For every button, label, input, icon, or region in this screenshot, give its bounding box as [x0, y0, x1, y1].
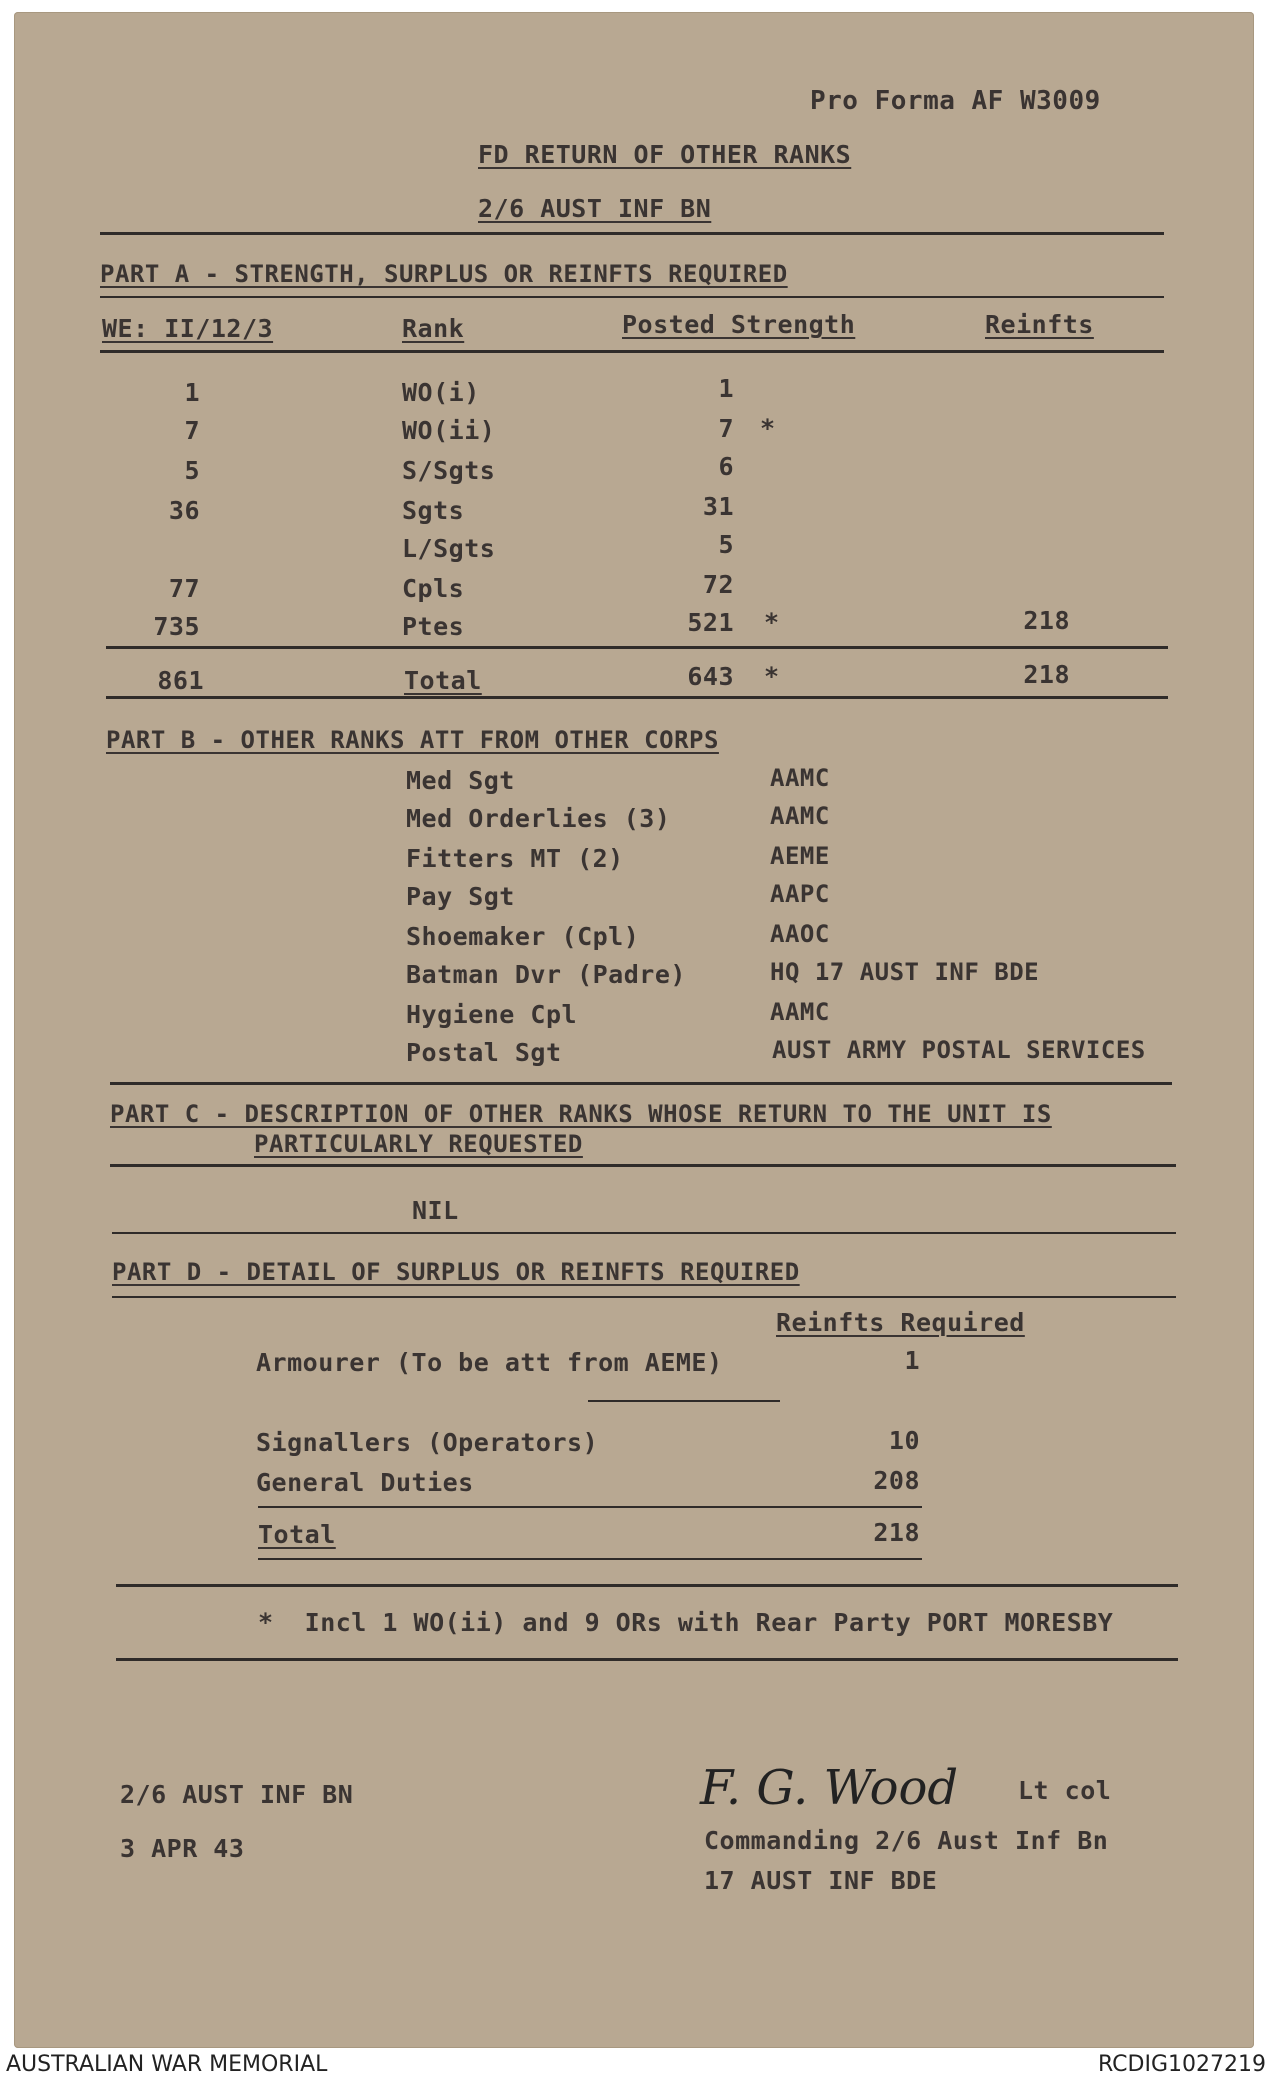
part-d-total-label: Total: [258, 1520, 336, 1549]
reinfts-value: 218: [1023, 606, 1070, 635]
rule: [100, 232, 1164, 235]
part-a-heading: PART A - STRENGTH, SURPLUS OR REINFTS REQUIRED: [100, 260, 788, 288]
rule: [116, 1658, 1178, 1661]
sig-rank: Lt col: [1018, 1776, 1112, 1805]
total-posted: 643: [687, 662, 734, 691]
rule: [100, 296, 1164, 298]
part-d-col-header: Reinfts Required: [776, 1308, 1025, 1337]
total-we: 861: [157, 666, 204, 695]
sig-formation: 17 AUST INF BDE: [704, 1866, 938, 1895]
posted-value: 72: [702, 570, 734, 599]
archive-id: RCDIG1027219: [1097, 2052, 1266, 2077]
att-corps: AAPC: [770, 880, 830, 908]
posted-value: 7: [718, 414, 734, 443]
rank-label: WO(ii): [402, 416, 496, 445]
asterisk-mark: *: [764, 608, 780, 637]
att-rank: Batman Dvr (Padre): [406, 960, 686, 989]
part-d-total-value: 218: [873, 1518, 920, 1547]
att-corps: AUST ARMY POSTAL SERVICES: [772, 1036, 1146, 1064]
we-value: 5: [184, 456, 200, 485]
rule: [110, 1082, 1172, 1085]
att-rank: Med Orderlies (3): [406, 804, 671, 833]
att-corps: AAMC: [770, 764, 830, 792]
rule: [116, 1584, 1178, 1587]
att-corps: AAOC: [770, 920, 830, 948]
col-reinfts: Reinfts: [985, 310, 1094, 339]
rank-label: S/Sgts: [402, 456, 496, 485]
rule: [588, 1400, 780, 1402]
we-value: 77: [168, 574, 200, 603]
rule: [112, 1232, 1176, 1234]
total-label: Total: [404, 666, 482, 695]
att-rank: Med Sgt: [406, 766, 515, 795]
part-c-value: NIL: [412, 1196, 459, 1225]
reinft-value: 208: [873, 1466, 920, 1495]
asterisk-mark: *: [760, 414, 776, 443]
sig-unit: 2/6 AUST INF BN: [120, 1780, 354, 1809]
unit-title: 2/6 AUST INF BN: [478, 194, 712, 223]
col-posted: Posted Strength: [622, 310, 856, 339]
we-value: 735: [153, 612, 200, 641]
we-value: 7: [184, 416, 200, 445]
asterisk-mark: *: [764, 662, 780, 691]
rule: [106, 646, 1168, 649]
posted-value: 521: [687, 608, 734, 637]
att-corps: HQ 17 AUST INF BDE: [770, 958, 1040, 986]
part-c-heading-line1: PART C - DESCRIPTION OF OTHER RANKS WHOSE RETURN TO THE UNIT IS: [110, 1100, 1052, 1128]
posted-value: 31: [702, 492, 734, 521]
rule: [258, 1506, 922, 1508]
att-corps: AAMC: [770, 998, 830, 1026]
posted-value: 6: [718, 452, 734, 481]
att-rank: Pay Sgt: [406, 882, 515, 911]
part-d-heading: PART D - DETAIL OF SURPLUS OR REINFTS REQUIRED: [112, 1258, 800, 1286]
sig-title: Commanding 2/6 Aust Inf Bn: [704, 1826, 1109, 1855]
armourer-label: Armourer (To be att from AEME): [256, 1348, 723, 1377]
rank-label: L/Sgts: [402, 534, 496, 563]
archive-name: AUSTRALIAN WAR MEMORIAL: [6, 2052, 328, 2077]
col-rank: Rank: [402, 314, 465, 343]
rule: [258, 1558, 922, 1560]
we-value: 1: [184, 378, 200, 407]
posted-value: 5: [718, 530, 734, 559]
form-reference: Pro Forma AF W3009: [810, 86, 1101, 116]
posted-value: 1: [718, 374, 734, 403]
rank-label: Sgts: [402, 496, 465, 525]
att-rank: Hygiene Cpl: [406, 1000, 578, 1029]
att-rank: Fitters MT (2): [406, 844, 624, 873]
total-reinfts: 218: [1023, 660, 1070, 689]
part-b-heading: PART B - OTHER RANKS ATT FROM OTHER CORPS: [106, 726, 719, 754]
rule: [112, 1296, 1176, 1298]
col-we: WE: II/12/3: [102, 314, 274, 343]
rule: [110, 1164, 1176, 1167]
att-rank: Postal Sgt: [406, 1038, 562, 1067]
att-rank: Shoemaker (Cpl): [406, 922, 640, 951]
part-c-heading-line2: PARTICULARLY REQUESTED: [254, 1130, 583, 1158]
footnote: * Incl 1 WO(ii) and 9 ORs with Rear Party PORT MORESBY: [258, 1608, 1114, 1637]
armourer-value: 1: [904, 1346, 920, 1375]
rule: [106, 696, 1168, 699]
sig-date: 3 APR 43: [120, 1834, 245, 1863]
reinft-label: General Duties: [256, 1468, 474, 1497]
we-value: 36: [168, 496, 200, 525]
reinft-value: 10: [888, 1426, 920, 1455]
reinft-label: Signallers (Operators): [256, 1428, 599, 1457]
rank-label: WO(i): [402, 378, 480, 407]
att-corps: AAMC: [770, 802, 830, 830]
document-title: FD RETURN OF OTHER RANKS: [478, 140, 852, 169]
att-corps: AEME: [770, 842, 830, 870]
handwritten-signature: F. G. Wood: [700, 1760, 959, 1816]
rule: [100, 350, 1164, 353]
rank-label: Ptes: [402, 612, 465, 641]
rank-label: Cpls: [402, 574, 465, 603]
